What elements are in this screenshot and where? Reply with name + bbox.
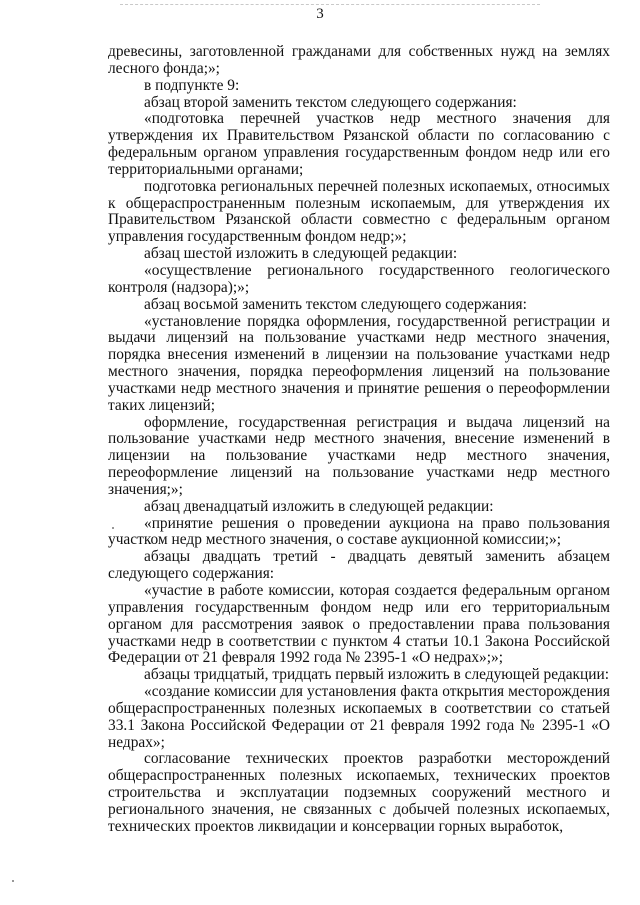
scan-top-edge (120, 4, 540, 5)
paragraph-7: «осуществление регионального государственного геологического контроля (надзора);»; (108, 261, 610, 296)
paragraph-3: абзац второй заменить текстом следующего содержания: (144, 93, 517, 111)
paragraph-4: «подготовка перечней участков недр местного значения для утверждения их Правительством Рязанской области по согласованию с федеральным органом управления государственным фондом недр или его территориальными органами; (108, 110, 610, 178)
paragraph-5: подготовка региональных перечней полезных ископаемых, относимых к общераспространенным полезным ископаемым, для утверждения их Правительством Рязанской области совместно с федеральным органом управления государственным фондом недр;»; (108, 177, 610, 246)
scan-speck (112, 527, 114, 529)
paragraph-9: «установление порядка оформления, государственной регистрации и выдачи лицензий на пользование участками недр местного значения, порядка внесения изменений в лицензии на пользование участками недр местного значения, порядка переоформления лицензий на пользование участками недр местного значения и принятие решения о переоформлении таких лицензий; (108, 312, 610, 414)
paragraph-16: «создание комиссии для установления факта открытия месторождения общераспространенных полезных ископаемых в соответствии со статьей 33.1 Закона Российской Федерации от 21 февраля 1992 года № 2395-1 «О недрах»; (108, 683, 610, 751)
paragraph-10: оформление, государственная регистрация и выдача лицензий на пользование участками недр местного значения, внесение изменений в лицензии на пользование участками недр местного значения, переоформление лицензий на пользование участками недр местного значения;»; (108, 413, 610, 498)
paragraph-1: древесины, заготовленной гражданами для собственных нужд на землях лесного фонда;»; (108, 43, 610, 77)
paragraph-11: абзац двенадцатый изложить в следующей редакции: (144, 497, 494, 515)
paragraph-12: «принятие решения о проведении аукциона на право пользования участком недр местного значения, о составе аукционной комиссии;»; (108, 514, 610, 549)
paragraph-15: абзацы тридцатый, тридцать первый изложить в следующей редакции: (144, 666, 609, 684)
scan-speck (12, 880, 14, 882)
page-number: 3 (316, 6, 324, 22)
paragraph-2: в подпункте 9: (144, 76, 240, 94)
paragraph-14: «участие в работе комиссии, которая создается федеральным органом управления государственным фондом недр или его территориальным органом для рассмотрения заявок о предоставлении права пользования участками недр в соответствии с пунктом 4 статьи 10.1 Закона Российской Федерации от 21 февраля 1992 года № 2395-1 «О недрах»;»; (108, 582, 610, 667)
paragraph-6: абзац шестой изложить в следующей редакции: (144, 245, 458, 263)
paragraph-8: абзац восьмой заменить текстом следующего содержания: (144, 295, 527, 313)
paragraph-13: абзацы двадцать третий - двадцать девятый заменить абзацем следующего содержания: (108, 548, 610, 583)
document-body (108, 44, 610, 836)
paragraph-17: согласование технических проектов разработки месторождений общераспространенных полезных ископаемых, технических проектов строительства и эксплуатации подземных сооружений местного и регионального значения, не связанных с добычей полезных ископаемых, технических проектов ликвидации и консервации горных выработок, (108, 750, 610, 835)
